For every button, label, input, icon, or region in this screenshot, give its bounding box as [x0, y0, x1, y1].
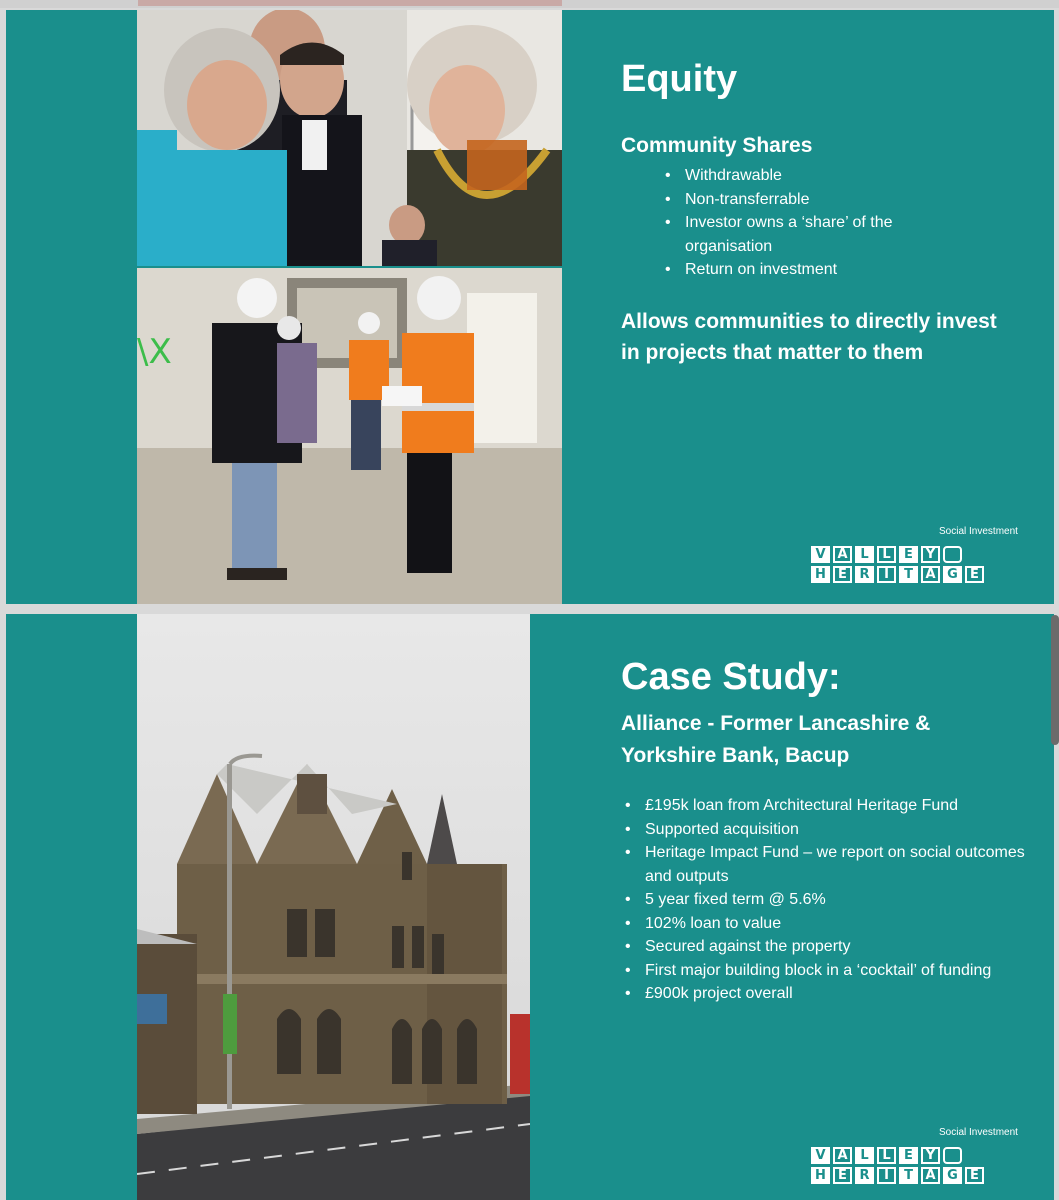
valley-heritage-logo [811, 546, 984, 586]
bullet-item: • 102% loan to value [619, 912, 1029, 936]
bullet-list [619, 794, 1029, 1006]
bullet-item: • Investor owns a ‘share’ of the organisation [659, 211, 949, 258]
logo-letter: T [899, 566, 918, 583]
logo-letter: T [899, 1167, 918, 1184]
footer-label: Social Investment [939, 526, 1018, 537]
logo-letter: I [877, 566, 896, 583]
logo-letter: E [833, 566, 852, 583]
valley-heritage-logo [811, 1147, 984, 1187]
logo-letter: L [855, 546, 874, 563]
logo-letter: A [921, 566, 940, 583]
bullet-item: • 5 year fixed term @ 5.6% [619, 888, 1029, 912]
bullet-item: • Supported acquisition [619, 818, 1029, 842]
slide-case-study[interactable] [6, 614, 1054, 1200]
logo-letter: E [899, 546, 918, 563]
slide-equity[interactable] [6, 10, 1054, 604]
logo-letter: G [943, 566, 962, 583]
logo-letter: E [965, 1167, 984, 1184]
logo-letter: E [833, 1167, 852, 1184]
logo-letter: V [811, 546, 830, 563]
slide-subtitle: Community Shares [621, 134, 813, 157]
logo-letter: A [833, 546, 852, 563]
bullet-item: • £900k project overall [619, 982, 1029, 1006]
svg-text:\X: \X [137, 332, 172, 372]
key-statement: Allows communities to directly invest in projects that matter to them [621, 310, 997, 364]
vertical-scrollbar[interactable] [1051, 615, 1059, 745]
logo-square-icon [943, 1147, 962, 1164]
slide-title: Equity [621, 58, 738, 100]
bullet-item: • Return on investment [659, 258, 949, 282]
photo-meeting [137, 10, 562, 266]
logo-letter: L [877, 1147, 896, 1164]
slide-subtitle: Alliance - Former Lancashire & Yorkshire Bank, Bacup [621, 712, 931, 767]
logo-letter: L [877, 546, 896, 563]
logo-letter: E [965, 566, 984, 583]
logo-letter: H [811, 566, 830, 583]
bullet-item: • Heritage Impact Fund – we report on social outcomes and outputs [619, 841, 1029, 888]
logo-letter: R [855, 566, 874, 583]
bullet-item: • Non-transferrable [659, 188, 949, 212]
logo-square-icon [943, 546, 962, 563]
logo-letter: V [811, 1147, 830, 1164]
photo-bank-building [137, 614, 530, 1200]
logo-letter: H [811, 1167, 830, 1184]
slide-title: Case Study: [621, 656, 841, 698]
logo-letter: E [899, 1147, 918, 1164]
bullet-list [659, 164, 949, 282]
logo-letter: Y [921, 546, 940, 563]
photo-site-visit [137, 268, 562, 604]
logo-letter: L [855, 1147, 874, 1164]
bullet-item: • Withdrawable [659, 164, 949, 188]
bullet-item: • First major building block in a ‘cocktail’ of funding [619, 959, 1029, 983]
logo-letter: A [921, 1167, 940, 1184]
logo-letter: R [855, 1167, 874, 1184]
bullet-item: • £195k loan from Architectural Heritage Fund [619, 794, 1029, 818]
logo-letter: Y [921, 1147, 940, 1164]
previous-slide-edge [0, 0, 1059, 8]
bullet-item: • Secured against the property [619, 935, 1029, 959]
logo-letter: G [943, 1167, 962, 1184]
footer-label: Social Investment [939, 1127, 1018, 1138]
logo-letter: I [877, 1167, 896, 1184]
logo-letter: A [833, 1147, 852, 1164]
